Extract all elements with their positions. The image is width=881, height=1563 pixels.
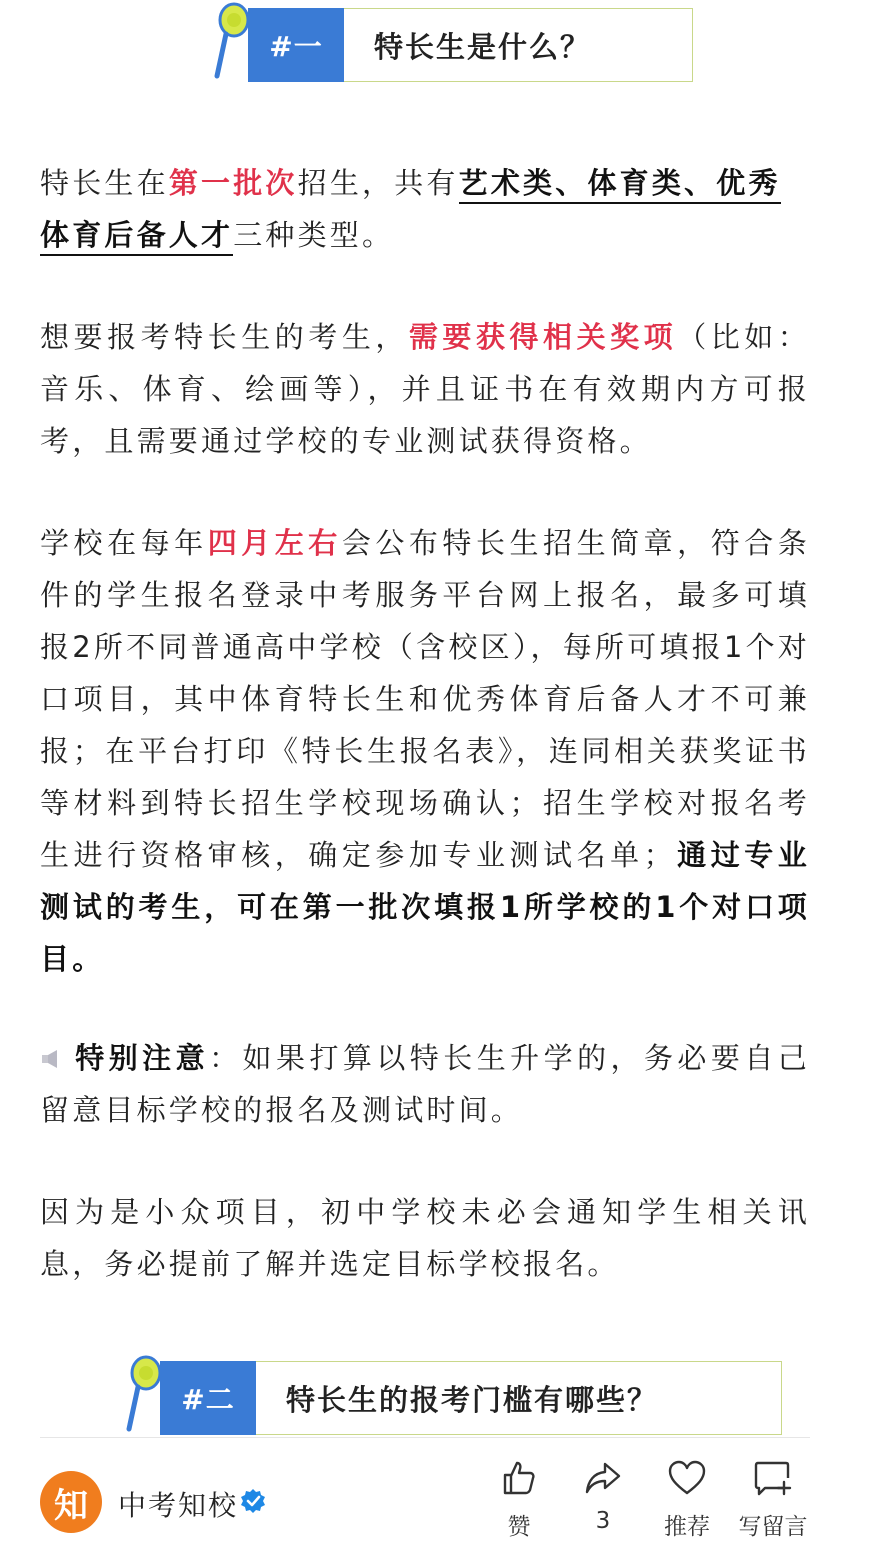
comment-button[interactable] — [736, 1458, 810, 1541]
author-name[interactable]: 中考知校 — [118, 1489, 239, 1522]
share-arrow-icon — [583, 1458, 623, 1498]
like-button[interactable] — [484, 1458, 554, 1541]
paragraph-4: 特别注意：如果打算以特长生升学的，务必要自己留意目标学校的报名及测试时间。 — [40, 1041, 810, 1127]
section-number: #二 — [160, 1361, 256, 1435]
paragraph-1: 特长生在第一批次招生，共有艺术类、体育类、优秀 体育后备人才三种类型。 — [40, 157, 810, 261]
bold-conclusion: 通过专业测试的考生，可在第一批次填报1所学校的1个对口项目。 — [40, 838, 810, 976]
verified-badge-icon — [240, 1488, 266, 1514]
highlight-april: 四月左右 — [207, 526, 342, 560]
underline-reserve: 体育后备人才 — [40, 218, 233, 256]
like-label: 赞 — [507, 1514, 531, 1540]
special-note-label: 特别注意 — [74, 1041, 210, 1075]
paragraph-2: 想要报考特长生的考生，需要获得相关奖项（比如：音乐、体育、绘画等），并且证书在有效期内方可报考，且需要通过学校的专业测试获得资格。 — [40, 320, 810, 458]
avatar[interactable]: 知 — [40, 1471, 102, 1533]
section-heading-2 — [160, 1361, 782, 1435]
recommend-label: 推荐 — [664, 1514, 710, 1540]
underline-categories: 艺术类、体育类、优秀 — [459, 166, 781, 204]
highlight-first-batch: 第一批次 — [168, 166, 298, 200]
section-heading-1 — [248, 8, 693, 82]
recommend-button[interactable] — [652, 1458, 722, 1541]
tennis-racket-icon — [122, 1355, 162, 1435]
tennis-racket-icon — [210, 2, 250, 82]
bottom-action-bar — [0, 1438, 881, 1563]
section-title: 特长生是什么？ — [344, 8, 693, 82]
comment-icon — [753, 1458, 793, 1498]
paragraph-5: 因为是小众项目，初中学校未必会通知学生相关讯息，务必提前了解并选定目标学校报名。 — [40, 1195, 810, 1281]
share-count: 3 — [595, 1508, 611, 1534]
section-title: 特长生的报考门槛有哪些？ — [256, 1361, 782, 1435]
comment-label: 写留言 — [738, 1514, 808, 1540]
thumbs-up-icon — [499, 1458, 539, 1498]
share-button[interactable] — [568, 1458, 638, 1534]
highlight-awards: 需要获得相关奖项 — [408, 320, 678, 354]
section-number: #一 — [248, 8, 344, 82]
heart-icon — [667, 1458, 707, 1498]
paragraph-3: 学校在每年四月左右会公布特长生招生简章，符合条件的学生报名登录中考服务平台网上报名，最多可填报2所不同普通高中学校（含校区），每所可填报1个对口项目，其中体育特长生和优秀体育后备人才不可兼报；在平台打印《特长生报名表》，连同相关获奖证书等材料到特长招生学校现场确认；招生学校对报名考生进行资格审核，确定参加专业测试名单；通过专业测试的考生，可在第一批次填报1所学校的1个对口项目。 — [40, 526, 810, 976]
speaker-icon — [40, 1048, 62, 1070]
